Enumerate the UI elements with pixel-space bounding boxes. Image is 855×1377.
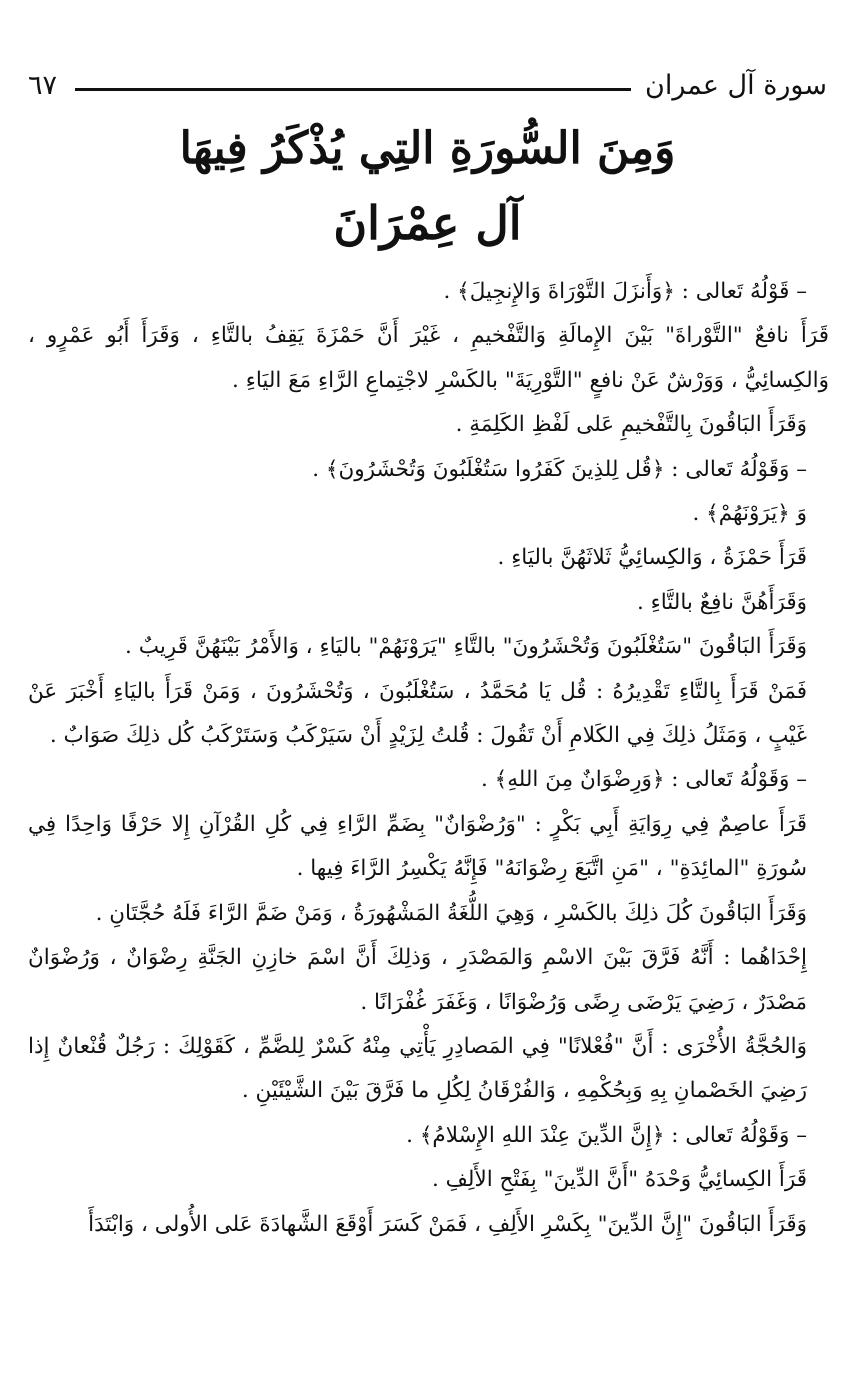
- paragraph: قَرَأَ الكِسائِيُّ وَحْدَهُ "أَنَّ الدِّينَ" بِفَتْحِ الأَلِفِ .: [431, 1167, 807, 1193]
- paragraph: – وَقَوْلُهُ تَعالى : ﴿قُل لِلذِينَ كَفَرُوا سَتُغْلَبُونَ وَتُحْشَرُونَ﴾ .: [312, 456, 807, 482]
- page-header: [28, 60, 827, 110]
- paragraph: وَقَرَأَهُنَّ نافِعٌ بالتَّاءِ .: [636, 589, 807, 615]
- paragraph: إِحْدَاهُما : أَنَّهُ فَرَّقَ بَيْنَ الاسْمِ وَالمَصْدَرِ ، وَذلِكَ أَنَّ اسْمَ خازِنِ الجَنَّةِ رِضْوَانٌ ، وَرُضْوَانٌ مَصْدَرٌ ، رَضِيَ يَرْضَى رِضًى وَرُضْوَانًا ، وَغَفَرَ غُفْرَانًا .: [28, 945, 807, 1015]
- body-text: [28, 270, 829, 1247]
- paragraph: – وَقَوْلُهُ تَعالى : ﴿وَرِضْوَانٌ مِنَ اللهِ﴾ .: [480, 767, 807, 793]
- paragraph: – وَقَوْلُهُ تَعالى : ﴿إِنَّ الدِّينَ عِنْدَ اللهِ الإِسْلامُ﴾ .: [406, 1122, 807, 1148]
- paragraph: وَقَرَأَ البَاقُونَ كُلَ ذلِكَ بالكَسْرِ ، وَهِيَ اللُّغَةُ المَشْهُورَةُ ، وَمَنْ ضَمَّ الرَّاءَ فَلَهُ حُجَّتَانِ .: [95, 900, 807, 926]
- running-title: سورة آل عمران: [645, 69, 827, 101]
- paragraph: قَرَأَ نافعٌ "التَّوْراةَ" بَيْنَ الإِمالَةِ وَالتَّفْخيمِ ، غَيْرَ أَنَّ حَمْزَةَ يَقِفُ بالتَّاءِ ، وَقَرَأَ أَبُو عَمْرٍو ، وَالكِسائِيُّ ، وَوَرْشٌ عَنْ نافعٍ "التَّوْرِيَةَ" بالكَسْرِ لاجْتِماعِ الرَّاءِ مَعَ اليَاءِ .: [28, 323, 829, 393]
- header-rule: [75, 88, 631, 91]
- chapter-title-line-1: وَمِنَ السُّورَةِ التِي يُذْكَرُ فِيهَا: [179, 123, 676, 174]
- paragraph: – قَوْلُهُ تَعالى : ﴿وَأَنزَلَ التَّوْرَاةَ وَالإِنجِيلَ﴾ .: [443, 279, 807, 304]
- paragraph: قَرَأَ عاصِمٌ فِي رِوَايَةِ أَبِي بَكْرٍ : "وَرُضْوَانٌ" بِضَمِّ الرَّاءِ فِي كُلِ القُرْآنِ إِلا حَرْفًا وَاحِدًا فِي سُورَةِ "المائِدَةِ" ، "مَنِ اتَّبَعَ رِضْوَانَهُ" فَإِنَّهُ يَكْسِرُ الرَّاءَ فِيها .: [28, 811, 807, 882]
- paragraph: وَ ﴿يَرَوْنَهُمْ﴾ .: [692, 501, 807, 527]
- paragraph: وَالحُجَّةُ الأُخْرَى : أَنَّ "فُعْلانًا" فِي المَصادِرِ يَأْتِي مِنْهُ كَسْرٌ لِلضَّمِّ ، كَقَوْلِكَ : رَجُلٌ قُنْعانٌ إِذا رَضِيَ الخَصْمانِ بِهِ وَبِحُكْمِهِ ، وَالفُرْقَانُ لِكُلِ ما فَرَّقَ بَيْنَ الشَّيْئَيْنِ .: [28, 1033, 807, 1104]
- chapter-title-line-2: آل عِمْرَانَ: [333, 196, 522, 250]
- paragraph: وَقَرَأَ البَاقُونَ "إِنَّ الدِّينَ" بِكَسْرِ الأَلِفِ ، فَمَنْ كَسَرَ أَوْقَعَ الشَّهادَةَ عَلى الأُولى ، وَابْتَدَأَ: [88, 1211, 807, 1237]
- page-number: ٦٧: [28, 69, 58, 101]
- paragraph: وَقَرَأَ البَاقُونَ "سَتُغْلَبُونَ وَتُحْشَرُونَ" بالتَّاءِ "يَرَوْنَهُمْ" باليَاءِ ، وَالأَمْرُ بَيْنَهُنَّ قَرِيبٌ .: [125, 634, 807, 660]
- paragraph: قَرَأَ حَمْزَةُ ، وَالكِسائِيُّ ثَلاثَهُنَّ باليَاءِ .: [497, 545, 807, 571]
- paragraph: وَقَرَأَ البَاقُونَ بِالتَّفْخيمِ عَلى لَفْظِ الكَلِمَةِ .: [455, 412, 807, 438]
- paragraph: فَمَنْ قَرَأَ بِالتَّاءِ تَقْدِيرُهُ : قُل يَا مُحَمَّدُ ، سَتُغْلَبُونَ ، وَتُحْشَرُونَ ، وَمَنْ قَرَأَ باليَاءِ أَخْبَرَ عَنْ غَيْبٍ ، وَمَثَلُ ذلِكَ فِي الكَلامِ أَنْ تَقُولَ : قُلتُ لِزَيْدٍ أَنْ سَيَرْكَبُ وَسَتَرْكَبُ كُل ذلِكَ صَوَابٌ .: [28, 678, 807, 749]
